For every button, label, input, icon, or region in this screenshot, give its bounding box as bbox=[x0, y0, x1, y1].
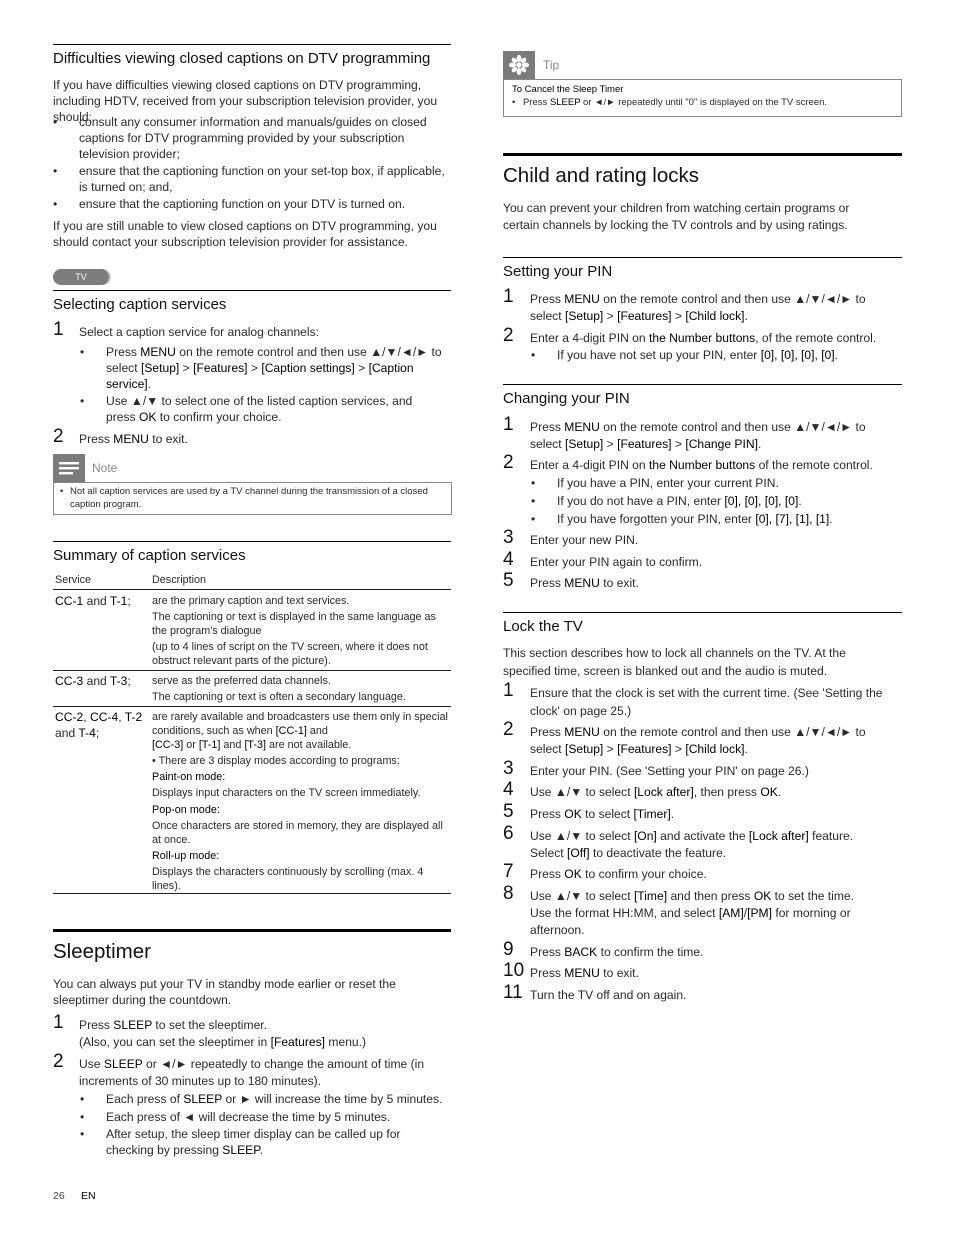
lock-tv-heading: Lock the TV bbox=[503, 612, 902, 637]
step-number: 3 bbox=[503, 527, 514, 548]
lock-tv-step-4: Use ▲/▼ to select [Lock after], then press OK. bbox=[530, 785, 782, 799]
tip-text: • Press SLEEP or ◄/► repeatedly until "0" is displayed on the TV screen. bbox=[512, 97, 828, 108]
sleeptimer-bullet-1: • Each press of SLEEP or ► will increase the time by 5 minutes. bbox=[106, 1091, 451, 1107]
dtv-outro: If you are still unable to view closed captions on DTV programming, you should contact your subscription television provider for assistance. bbox=[53, 219, 437, 249]
sleeptimer-intro: You can always put your TV in standby mode earlier or reset the sleeptimer during the countdown. bbox=[53, 977, 396, 1007]
col-service-header: Service bbox=[55, 574, 92, 586]
changing-pin-step-2: Enter a 4-digit PIN on the Number buttons of the remote control. bbox=[530, 458, 873, 472]
step-number: 1 bbox=[53, 319, 64, 340]
language-code: EN bbox=[81, 1190, 96, 1202]
sleeptimer-heading: Sleeptimer bbox=[53, 929, 451, 965]
setting-pin-step-1: Press MENU on the remote control and then use ▲/▼/◄/► to select [Setup] > [Features] > [Child lock]. bbox=[530, 292, 866, 323]
step-number: 8 bbox=[503, 883, 514, 904]
service-cell: CC-1 and T-1; bbox=[55, 594, 131, 608]
step-number: 2 bbox=[53, 426, 64, 447]
sleeptimer-bullet-3: • After setup, the sleep timer display can be called up for checking by pressing SLEEP. bbox=[106, 1126, 426, 1158]
dtv-bullet-1: • consult any consumer information and manuals/guides on closed captions for DTV programming provided by your subscription television provider; bbox=[79, 114, 449, 162]
lock-tv-step-7: Press OK to confirm your choice. bbox=[530, 867, 707, 881]
sleeptimer-step-1: Press SLEEP to set the sleeptimer. (Also, you can set the sleeptimer in [Features] menu.) bbox=[79, 1018, 367, 1049]
step-number: 10 bbox=[503, 960, 525, 981]
setting-pin-heading: Setting your PIN bbox=[503, 257, 902, 282]
service-cell: CC-2, CC-4, T-2 and T-4; bbox=[55, 710, 143, 740]
step-number: 2 bbox=[503, 719, 514, 740]
step-number: 9 bbox=[503, 939, 514, 960]
dtv-bullet-2: • ensure that the captioning function on your set-top box, if applicable, is turned on; and, bbox=[79, 163, 449, 195]
table-row bbox=[53, 670, 451, 706]
note-icon bbox=[53, 454, 85, 482]
changing-pin-step-3: Enter your new PIN. bbox=[530, 533, 639, 547]
description-cell: serve as the preferred data channels. The captioning or text is often a secondary language. bbox=[152, 675, 406, 703]
table-row bbox=[53, 706, 451, 894]
setting-pin-bullet: • If you have not set up your PIN, enter [0], [0], [0], [0]. bbox=[557, 347, 897, 363]
changing-pin-bullet-2: • If you do not have a PIN, enter [0], [0], [0], [0]. bbox=[557, 493, 897, 509]
step-number: 1 bbox=[503, 680, 514, 701]
changing-pin-heading: Changing your PIN bbox=[503, 384, 902, 409]
dtv-heading: Difficulties viewing closed captions on DTV programming bbox=[53, 44, 451, 69]
paint-on-heading: Paint-on mode: bbox=[152, 771, 226, 783]
sleeptimer-bullet-2: • Each press of ◄ will decrease the time by 5 minutes. bbox=[106, 1109, 451, 1125]
lock-tv-step-3: Enter your PIN. (See 'Setting your PIN' on page 26.) bbox=[530, 764, 809, 778]
lock-tv-step-5: Press OK to select [Timer]. bbox=[530, 807, 675, 821]
step-number: 2 bbox=[503, 452, 514, 473]
summary-heading: Summary of caption services bbox=[53, 541, 451, 566]
tv-badge: TV bbox=[53, 269, 109, 285]
service-cell: CC-3 and T-3; bbox=[55, 674, 131, 688]
child-locks-heading: Child and rating locks bbox=[503, 153, 902, 189]
tip-icon bbox=[503, 51, 535, 79]
lock-tv-step-9: Press BACK to confirm the time. bbox=[530, 945, 704, 959]
selecting-step-1: Select a caption service for analog channels: bbox=[79, 325, 320, 339]
selecting-heading: Selecting caption services bbox=[53, 290, 451, 315]
changing-pin-bullet-1: • If you have a PIN, enter your current PIN. bbox=[557, 475, 897, 491]
step-number: 5 bbox=[503, 570, 514, 591]
selecting-bullet-2: • Use ▲/▼ to select one of the listed caption services, and press OK to confirm your choice. bbox=[106, 393, 436, 425]
note-text: • Not all caption services are used by a TV channel during the transmission of a closed caption program. bbox=[70, 485, 443, 511]
lock-tv-step-1: Ensure that the clock is set with the current time. (See 'Setting the clock' on page 25.) bbox=[530, 686, 883, 718]
col-description-header: Description bbox=[152, 574, 207, 586]
tip-box bbox=[503, 79, 902, 117]
dtv-intro: If you have difficulties viewing closed captions on DTV programming, including HDTV, received from your subscription television provider, you should: bbox=[53, 78, 438, 124]
lock-tv-step-2: Press MENU on the remote control and then use ▲/▼/◄/► to select [Setup] > [Features] > [Child lock]. bbox=[530, 725, 866, 756]
setting-pin-step-2: Enter a 4-digit PIN on the Number buttons, of the remote control. bbox=[530, 331, 877, 345]
step-number: 1 bbox=[53, 1012, 64, 1033]
step-number: 2 bbox=[53, 1051, 64, 1072]
tip-title: To Cancel the Sleep Timer bbox=[512, 84, 624, 95]
child-locks-intro: You can prevent your children from watching certain programs or certain channels by locking the TV controls and by using ratings. bbox=[503, 201, 850, 232]
step-number: 11 bbox=[503, 982, 523, 1003]
note-box bbox=[53, 482, 452, 515]
changing-pin-step-4: Enter your PIN again to confirm. bbox=[530, 555, 703, 569]
step-number: 1 bbox=[503, 414, 514, 435]
changing-pin-bullet-3: • If you have forgotten your PIN, enter [0], [7], [1], [1]. bbox=[557, 511, 897, 527]
note-label: Note bbox=[92, 461, 118, 475]
step-number: 3 bbox=[503, 758, 514, 779]
lock-tv-step-6: Use ▲/▼ to select [On] and activate the [Lock after] feature. Select [Off] to deactivate the feature. bbox=[530, 829, 854, 860]
page-number: 26 bbox=[53, 1190, 65, 1202]
description-cell: are the primary caption and text services. The captioning or text is displayed in the same language as the program's dialogue (up to 4 lines of script on the TV screen, where it does not obstruct relevant parts of the picture). bbox=[152, 595, 436, 667]
step-number: 4 bbox=[503, 779, 514, 800]
step-number: 2 bbox=[503, 325, 514, 346]
selecting-step-2: Press MENU to exit. bbox=[79, 432, 188, 446]
tip-label: Tip bbox=[543, 58, 560, 72]
changing-pin-step-1: Press MENU on the remote control and then use ▲/▼/◄/► to select [Setup] > [Features] > [Change PIN]. bbox=[530, 420, 866, 451]
changing-pin-step-5: Press MENU to exit. bbox=[530, 576, 639, 590]
lock-tv-step-10: Press MENU to exit. bbox=[530, 966, 639, 980]
dtv-bullet-3: • ensure that the captioning function on your DTV is turned on. bbox=[79, 196, 449, 212]
sleeptimer-step-2: Use SLEEP or ◄/► repeatedly to change the amount of time (in increments of 30 minutes up to 180 minutes). bbox=[79, 1057, 425, 1088]
selecting-bullet-1: • Press MENU on the remote control and then use ▲/▼/◄/► to select [Setup] > [Features] > [Caption settings] > [Caption service]. bbox=[106, 344, 446, 392]
description-cell: are rarely available and broadcasters use them only in special conditions, such as when [CC-1] and [CC-3] or [T-1] and [T-3] are not available. • There are 3 display modes according to programs: Paint-on mode: Displays input characters on the TV screen immediately. Pop-on mode: Once characters are stored in memory, they are displayed all at once. Roll-up mode: Displays the characters continuously by scrolling (max. 4 lines). bbox=[152, 711, 448, 892]
lock-tv-step-8: Use ▲/▼ to select [Time] and then press OK to set the time. Use the format HH:MM, and select [AM]/[PM] for morning or afternoon. bbox=[530, 889, 854, 937]
roll-up-heading: Roll-up mode: bbox=[152, 850, 220, 862]
lock-tv-intro: This section describes how to lock all channels on the TV. At the specified time, screen is blanked out and the audio is muted. bbox=[503, 646, 846, 678]
lock-tv-step-11: Turn the TV off and on again. bbox=[530, 988, 687, 1002]
table-row bbox=[53, 589, 451, 670]
step-number: 6 bbox=[503, 823, 514, 844]
step-number: 5 bbox=[503, 801, 514, 822]
pop-on-heading: Pop-on mode: bbox=[152, 804, 220, 816]
step-number: 1 bbox=[503, 286, 514, 307]
step-number: 7 bbox=[503, 861, 514, 882]
step-number: 4 bbox=[503, 549, 514, 570]
